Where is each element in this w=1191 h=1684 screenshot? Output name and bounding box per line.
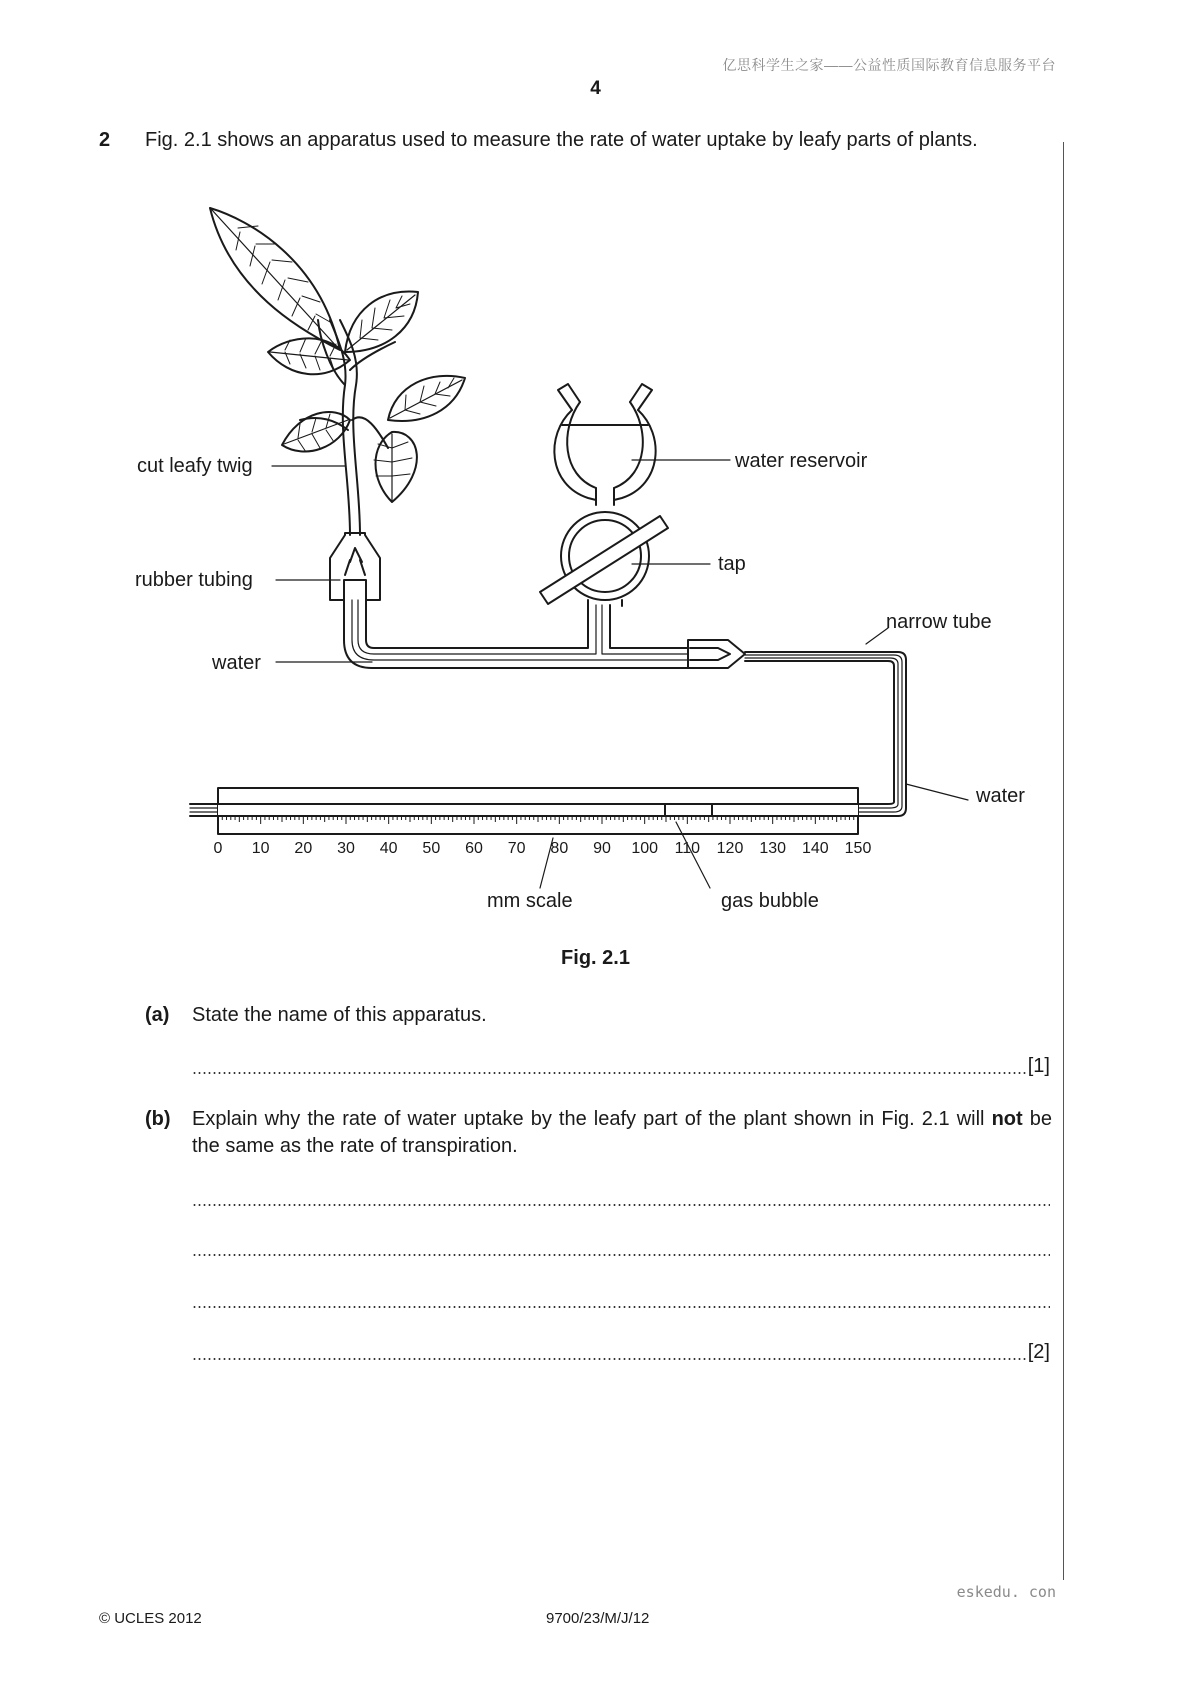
scale-tick-label: 130 [759, 840, 787, 857]
scale-tick-label: 120 [716, 840, 744, 857]
scale-tick-label: 0 [213, 840, 223, 857]
answer-line-b-2[interactable] [192, 1238, 1050, 1260]
footer-copyright: © UCLES 2012 [99, 1610, 202, 1627]
part-b-marks: [2] [1027, 1342, 1050, 1363]
scale-minor-ticks [218, 816, 858, 824]
part-b-text-post: be the same as the rate of transpiration. [192, 1108, 1052, 1157]
scale-tick-label: 70 [507, 840, 526, 857]
leafy-twig-drawing [210, 208, 465, 535]
question-text: Fig. 2.1 shows an apparatus used to measure the rate of water uptake by leafy parts of plants. [145, 129, 978, 151]
label-gas-bubble: gas bubble [721, 890, 819, 912]
main-tube-drawing [344, 600, 700, 668]
part-a-label: (a) [145, 1004, 170, 1026]
dotted-fill [192, 1204, 1050, 1206]
label-water-reservoir: water reservoir [735, 450, 868, 472]
question-number: 2 [99, 129, 111, 151]
dotted-fill [192, 1072, 1026, 1074]
label-narrow-tube: narrow tube [886, 611, 992, 633]
water-reservoir-drawing [554, 384, 655, 505]
answer-line-b-1[interactable] [192, 1188, 1050, 1210]
label-water-right: water [976, 785, 1025, 807]
scale-tick-label: 40 [379, 840, 398, 857]
label-tap: tap [718, 553, 746, 575]
part-a-marks: [1] [1027, 1056, 1050, 1077]
label-cut-leafy-twig: cut leafy twig [137, 455, 253, 477]
rubber-tubing-drawing [330, 533, 380, 600]
scale-tick-label: 30 [337, 840, 355, 857]
scale-tick-label: 80 [550, 840, 569, 857]
answer-line-b-3[interactable] [192, 1290, 1050, 1312]
scale-tick-label: 20 [294, 840, 313, 857]
narrow-tube-connector-drawing [190, 640, 906, 816]
dotted-fill [192, 1358, 1026, 1360]
part-b-text [192, 1106, 1052, 1160]
scale-tick-label: 50 [422, 840, 441, 857]
label-water-left: water [212, 652, 261, 674]
scale-tick-label: 90 [593, 840, 611, 857]
part-b-text-pre: Explain why the rate of water uptake by the leafy part of the plant shown in Fig. 2.1 will [192, 1108, 992, 1130]
answer-line-a[interactable] [192, 1056, 1050, 1078]
part-b-text-bold: not [991, 1108, 1023, 1130]
tap-drawing [540, 512, 668, 606]
scale-tick-label: 110 [674, 840, 701, 857]
mm-scale-drawing [218, 788, 858, 834]
scale-tick-labels [214, 840, 872, 857]
site-watermark: eskedu. con [956, 1583, 1056, 1601]
dotted-fill [192, 1254, 1050, 1256]
figure-caption: Fig. 2.1 [561, 947, 630, 969]
label-rubber-tubing: rubber tubing [135, 569, 253, 591]
scale-tick-label: 10 [251, 840, 270, 857]
label-mm-scale: mm scale [487, 890, 573, 912]
answer-line-b-4[interactable] [192, 1342, 1050, 1364]
part-a-text: State the name of this apparatus. [192, 1004, 487, 1026]
part-b-label: (b) [145, 1108, 171, 1130]
dotted-fill [192, 1306, 1050, 1308]
scale-tick-label: 150 [844, 840, 872, 857]
scale-tick-label: 140 [801, 840, 829, 857]
scale-tick-label: 100 [631, 840, 659, 857]
scale-tick-label: 60 [465, 840, 483, 857]
page-number: 4 [590, 78, 601, 99]
footer-paper-code: 9700/23/M/J/12 [546, 1610, 650, 1627]
header-watermark: 亿思科学生之家——公益性质国际教育信息服务平台 [722, 57, 1056, 73]
